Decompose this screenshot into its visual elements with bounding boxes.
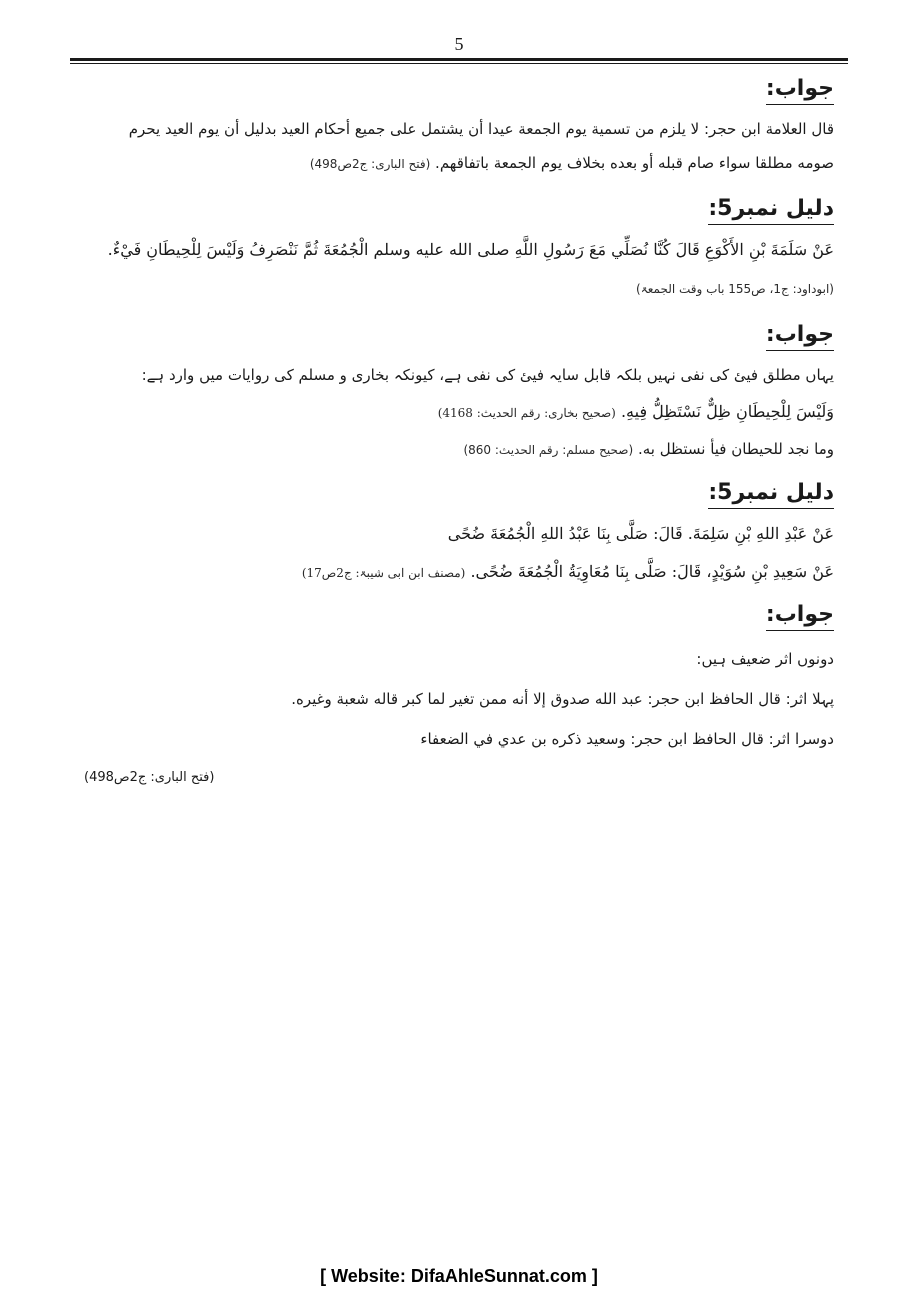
evidence-2-athar-2-text: عَنْ سَعِيدِ بْنِ سُوَيْدٍ، قَالَ: صَلَّى بِنَا مُعَاوِيَةُ الْجُمُعَةَ ضُحًى.	[470, 562, 834, 581]
answer-2-line-1: یہاں مطلق فیئ کی نفی نہیں بلکہ قابل سایہ فیئ کی نفی ہے، کیونکہ بخاری و مسلم کی روایات میں وارد ہے:	[141, 366, 834, 384]
website-footer: [ Website: DifaAhleSunnat.com ]	[320, 1266, 598, 1286]
answer-heading-3: جواب:	[766, 602, 834, 631]
second-athar-label: دوسرا اثر:	[768, 730, 834, 748]
header-rule-thin	[70, 63, 848, 64]
answer-heading-2: جواب:	[766, 322, 834, 351]
evidence-2-athar-2	[302, 562, 834, 581]
answer-2-quote-2-reference: (صحیح مسلم: رقم الحدیث: 860)	[463, 443, 634, 457]
answer-2-quote-1-text: وَلَيْسَ لِلْحِيطَانِ ظِلٌّ نَسْتَظِلُّ فِيهِ.	[620, 402, 834, 421]
answer-3-second-athar	[420, 730, 834, 748]
answer-2-quote-2-text: وما نجد للحيطان فيأ نستظل به.	[637, 440, 834, 458]
answer-2-quote-1	[438, 402, 834, 421]
evidence-heading-1: دلیل نمبر5:	[708, 196, 834, 225]
answer-2-quote-2	[463, 440, 834, 458]
evidence-2-athar-1: عَنْ عَبْدِ اللهِ بْنِ سَلِمَةَ. قَالَ: صَلَّى بِنَا عَبْدُ اللهِ الْجُمُعَةَ ضُحًى	[447, 524, 834, 543]
second-athar-text: قال الحافظ ابن حجر: وسعيد ذكره بن عدي في الضعفاء	[420, 730, 764, 748]
answer-1-line-2-text: صومه مطلقا سواء صام قبله أو بعده بخلاف يوم الجمعة باتفاقهم.	[435, 154, 834, 172]
first-athar-label: پہلا اثر:	[785, 690, 834, 708]
answer-2-quote-1-reference: (صحیح بخاری: رقم الحدیث: 4168)	[437, 406, 616, 420]
answer-3-reference: (فتح الباری: ج2ص498)	[84, 770, 215, 785]
answer-heading-1: جواب:	[766, 76, 834, 105]
answer-1-line-2	[310, 154, 834, 172]
page-number: 5	[454, 34, 464, 54]
header-rule	[70, 58, 848, 61]
first-athar-text: قال الحافظ ابن حجر: عبد الله صدوق إلا أنه ممن تغير لما كبر قاله شعبة وغيره.	[291, 690, 781, 708]
answer-3-line-1: دونوں اثر ضعیف ہیں:	[696, 650, 834, 668]
answer-3-first-athar	[291, 690, 834, 708]
evidence-1-reference: (ابوداود: ج1، ص155 باب وقت الجمعۃ)	[636, 282, 834, 296]
answer-1-reference: (فتح الباری: ج2ص498)	[309, 157, 431, 171]
evidence-1-hadith: عَنْ سَلَمَةَ بْنِ الأَكْوَعِ قَالَ كُنَّا نُصَلِّي مَعَ رَسُولِ اللَّهِ صلى الله عليه وسلم الْجُمُعَةَ ثُمَّ نَنْصَرِفُ وَلَيْسَ لِلْحِيطَانِ فَيْءٌ.	[107, 240, 834, 259]
answer-1-line-1: قال العلامة ابن حجر: لا يلزم من تسمية يوم الجمعة عيدا أن يشتمل على جميع أحكام العيد بدليل أن يوم العيد يحرم	[128, 120, 834, 138]
evidence-heading-2: دلیل نمبر5:	[708, 480, 834, 509]
evidence-2-reference: (مصنف ابن ابی شیبۃ: ج2ص17)	[301, 566, 466, 580]
